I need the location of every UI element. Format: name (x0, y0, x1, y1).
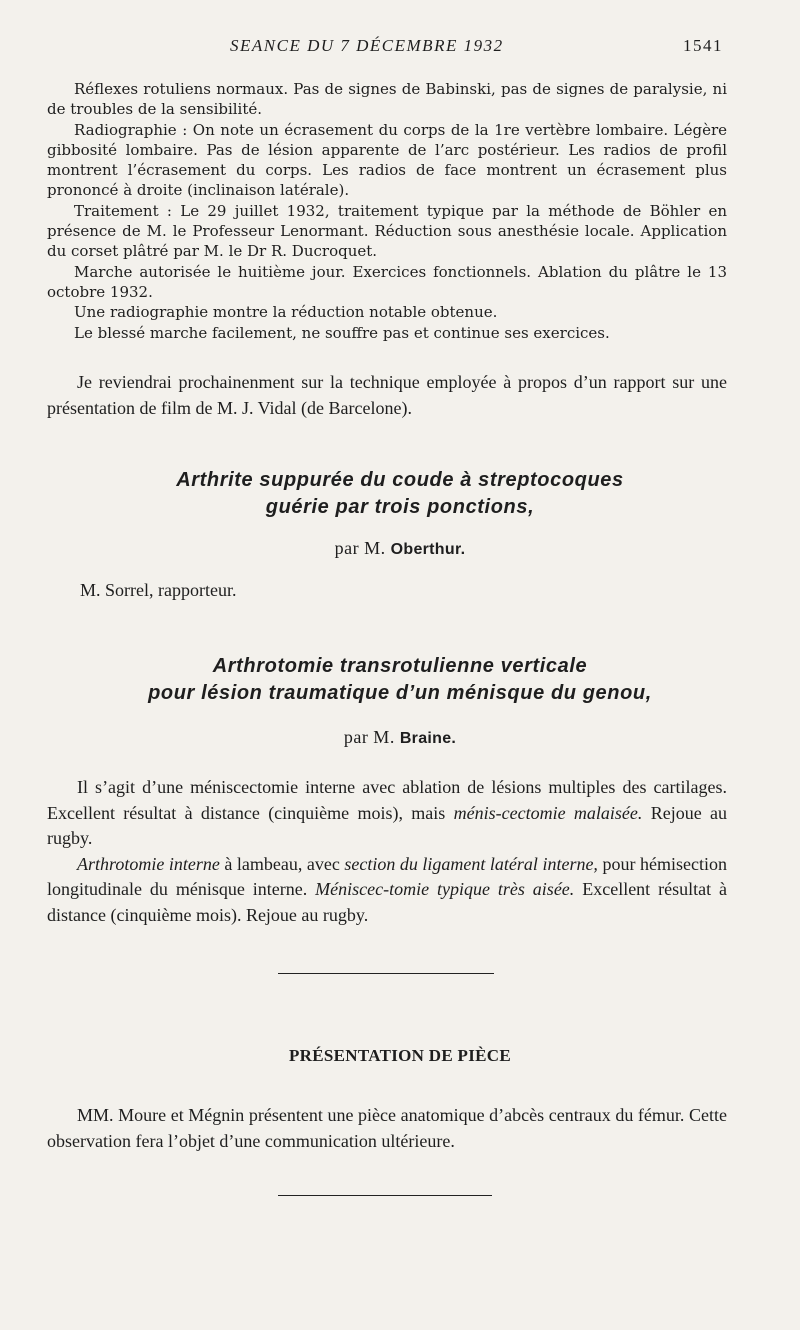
running-header (0, 36, 800, 58)
italic-run: Méniscec-tomie typique très aisée. (315, 879, 575, 899)
paragraph: Le blessé marche facilement, ne souffre pas et continue ses exercices. (74, 323, 610, 342)
author-name: Oberthur. (390, 541, 466, 558)
byline-2 (0, 727, 800, 748)
section-heading: PRÉSENTATION DE PIÈCE (289, 1046, 511, 1065)
byline-prefix: par M. (343, 727, 395, 747)
text-run: pour hémisection longitudinale du ménisque interne. (47, 853, 727, 899)
italic-run: Arthrotomie interne (77, 853, 220, 874)
text-run: Il s’agit d’une méniscectomie interne avec ablation de lésions multiples des cartilages. Excellent résultat à distance (cinquième mois), mais (47, 777, 727, 823)
paragraph (47, 852, 727, 929)
separator-rule (278, 973, 494, 974)
paragraph: MM. Moure et Mégnin présentent une pièce anatomique d’abcès centraux du fémur. Cette observation fera l’objet d’une communication ultérieure. (47, 1105, 727, 1151)
title-line: Arthrotomie transrotulienne verticale (212, 655, 588, 677)
text-run: Excellent résultat à distance (cinquième mois). Rejoue au rugby. (47, 879, 727, 925)
title-line: Arthrite suppurée du coude à streptocoques (176, 469, 624, 491)
paragraph: Traitement : Le 29 juillet 1932, traitement typique par la méthode de Böhler en présence de M. le Professeur Lenormant. Réduction sous anesthésie locale. Application du corset plâtré par M. le Dr R. Ducroquet. (47, 201, 727, 261)
author-name: Braine. (399, 730, 457, 747)
title-line: guérie par trois ponctions, (265, 496, 535, 518)
header-title: SEANCE DU 7 DÉCEMBRE 1932 (230, 36, 504, 55)
paragraph: Radiographie : On note un écrasement du corps de la 1re vertèbre lombaire. Légère gibbosité lombaire. Pas de lésion apparente de l’arc postérieur. Les radios de profil montrent l’écrasement du corps. Les radios de face montrent un écrasement plus prononcé à droite (inclinaison latérale). (47, 120, 727, 200)
separator-rule (278, 1195, 492, 1196)
text-run: Rejoue au rugby. (47, 802, 728, 848)
title-line: pour lésion traumatique d’un ménisque du genou, (148, 682, 652, 704)
section-body (47, 1103, 727, 1154)
text-run: à lambeau, avec (219, 853, 345, 874)
article-2-body (47, 775, 727, 928)
italic-run: ménis-cectomie malaisée. (453, 802, 643, 823)
byline-1 (0, 538, 800, 559)
article-title-2 (0, 653, 800, 707)
page-number: 1541 (683, 36, 723, 55)
case-report (47, 79, 727, 343)
italic-run: section du ligament latéral interne, (344, 853, 598, 874)
paragraph: Réflexes rotuliens normaux. Pas de signes de Babinski, pas de signes de paralysie, ni de troubles de la sensibilité. (47, 80, 727, 119)
reporter-line: M. Sorrel, rapporteur. (80, 580, 237, 600)
paragraph: Une radiographie montre la réduction notable obtenue. (74, 303, 498, 322)
paragraph: Je reviendrai prochainenment sur la technique employée à propos d’un rapport sur une présentation de film de M. J. Vidal (de Barcelone). (47, 372, 727, 418)
closing-remark (47, 370, 727, 421)
paragraph (47, 775, 727, 852)
byline-prefix: par M. (334, 538, 386, 558)
article-title-1 (0, 467, 800, 521)
paragraph: Marche autorisée le huitième jour. Exercices fonctionnels. Ablation du plâtre le 13 octobre 1932. (47, 262, 727, 301)
